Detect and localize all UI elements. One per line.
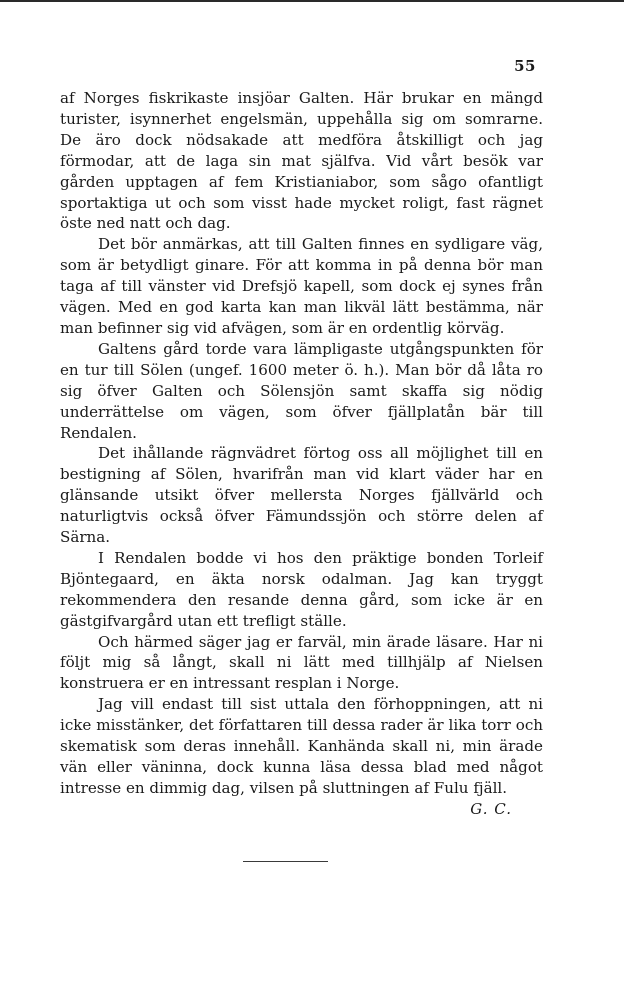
author-signature: G. C.: [470, 800, 512, 818]
end-rule: [243, 861, 328, 862]
paragraph-rain-weather: Det ihållande rägnvädret förtog oss all möjlighet till en bestigning af Sölen, hvarifrån man vid klart väder har en glänsande utsikt öfver mellersta Norges fjällvärld och naturligtvis också öfver Fämundssjön och större delen af Särna.: [60, 444, 543, 547]
paragraph-galten-tourists: af Norges fiskrikaste insjöar Galten. Här brukar en mängd turister, isynnerhet engelsmän, uppehålla sig om somrarne. De äro dock nödsakade att medföra åtskilligt och jag förmodar, att de laga sin mat själfva. Vid vårt besök var gården upptagen af fem Kristianiabor, som sågo ofantligt sportaktiga ut och som visst hade mycket roligt, fast rägnet öste ned natt och dag.: [60, 89, 543, 233]
top-border-rule: [0, 0, 624, 2]
paragraph-rendalen-farm: I Rendalen bodde vi hos den präktige bonden Torleif Bjöntegaard, en äkta norsk odalman. Jag kan tryggt rekommendera den resande denna gård, som icke är en gästgifvargård utan ett trefligt ställe.: [60, 548, 543, 630]
paragraph-closing-hope: Jag vill endast till sist uttala den förhoppningen, att ni icke misstänker, det författaren till dessa rader är lika torr och skematisk som deras innehåll. Kanhända skall ni, min ärade vän eller väninna, dock kunna läsa dessa blad med något intresse en dimmig dag, vilsen på sluttningen af Fulu fjäll.: [60, 695, 543, 797]
page-number: 55: [514, 57, 536, 75]
paragraph-farewell: Och härmed säger jag er farväl, min ärade läsare. Har ni följt mig så långt, skall ni lätt med tillhjälp af Nielsen konstruera er en intressant resplan i Norge.: [60, 632, 543, 693]
paragraph-southern-road: Det bör anmärkas, att till Galten finnes en sydligare väg, som är betydligt ginare. För att komma in på denna bör man taga af till vänster vid Drefsjö kapell, som dock ej synes från vägen. Med en god karta kan man likväl lätt bestämma, när man befinner sig vid afvägen, som är en ordentlig körväg.: [60, 235, 543, 337]
body-text: [60, 88, 543, 799]
paragraph-solen-tour: Galtens gård torde vara lämpligaste utgångspunkten för en tur till Sölen (ungef. 1600 meter ö. h.). Man bör då låta ro sig öfver Galten och Sölensjön samt skaffa sig nödig underrättelse om vägen, som öfver fjällplatån bär till Rendalen.: [60, 339, 543, 442]
